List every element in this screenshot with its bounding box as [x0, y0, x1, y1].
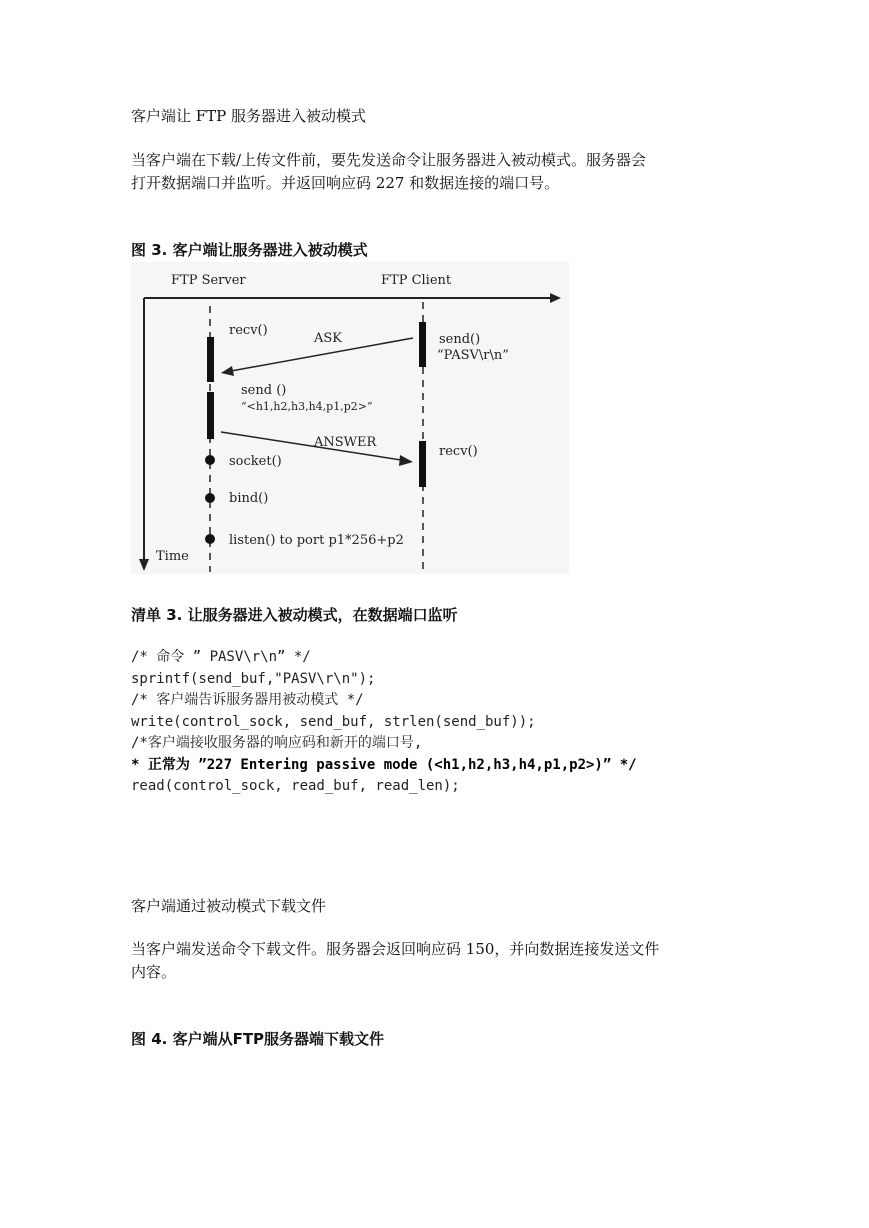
send-label: send() — [439, 332, 481, 347]
bind-label: bind() — [229, 491, 269, 506]
socket-dot — [205, 455, 215, 465]
listing-3-caption: 清单 3. 让服务器进入被动模式，在数据端口监听 — [131, 606, 458, 624]
code-line: /*客户端接收服务器的响应码和新开的端口号, — [131, 735, 423, 751]
paragraph-line: 当客户端发送命令下载文件。服务器会返回响应码 150，并向数据连接发送文件 — [131, 940, 660, 958]
server-activation-recv — [207, 337, 214, 382]
bind-dot — [205, 493, 215, 503]
server-label: FTP Server — [171, 273, 246, 288]
diagram-background — [131, 262, 569, 574]
server-activation-send — [207, 392, 214, 439]
paragraph-line: 打开数据端口并监听。并返回响应码 227 和数据连接的端口号。 — [131, 174, 560, 192]
sequence-diagram — [131, 262, 569, 574]
code-line: read(control_sock, read_buf, read_len); — [131, 778, 460, 794]
code-line: /* 命令 ” PASV\r\n” */ — [131, 649, 311, 665]
time-label: Time — [156, 549, 189, 564]
answer-label: ANSWER — [314, 435, 377, 450]
code-line: write(control_sock, send_buf, strlen(send_buf)); — [131, 713, 536, 730]
section-title-passive-mode: 客户端让 FTP 服务器进入被动模式 — [131, 107, 367, 125]
recv-label: recv() — [229, 323, 268, 338]
reply-tuple-label: “<h1,h2,h3,h4,p1,p2>” — [241, 400, 373, 413]
socket-label: socket() — [229, 454, 282, 469]
code-listing — [131, 647, 637, 798]
client-activation-send — [419, 322, 426, 367]
send-reply-label: send () — [241, 383, 287, 398]
ask-label: ASK — [314, 331, 343, 346]
figure-4-caption: 图 4. 客户端从FTP服务器端下载文件 — [131, 1030, 385, 1048]
code-line: sprintf(send_buf,"PASV\r\n"); — [131, 670, 376, 687]
code-line: /* 客户端告诉服务器用被动模式 */ — [131, 692, 364, 708]
figure-3-caption: 图 3. 客户端让服务器进入被动模式 — [131, 241, 368, 259]
client-label: FTP Client — [381, 273, 452, 288]
paragraph-line: 当客户端在下载/上传文件前，要先发送命令让服务器进入被动模式。服务器会 — [131, 151, 647, 169]
recv-label: recv() — [439, 444, 478, 459]
code-line: * 正常为 ”227 Entering passive mode (<h1,h2,h3,h4,p1,p2>)” */ — [131, 756, 637, 773]
pasv-label: “PASV\r\n” — [437, 348, 509, 363]
paragraph-line: 内容。 — [131, 963, 177, 981]
listen-dot — [205, 534, 215, 544]
listen-label: listen() to port p1*256+p2 — [229, 533, 404, 548]
client-activation-recv — [419, 441, 426, 487]
section-title-passive-download: 客户端通过被动模式下载文件 — [131, 897, 327, 915]
